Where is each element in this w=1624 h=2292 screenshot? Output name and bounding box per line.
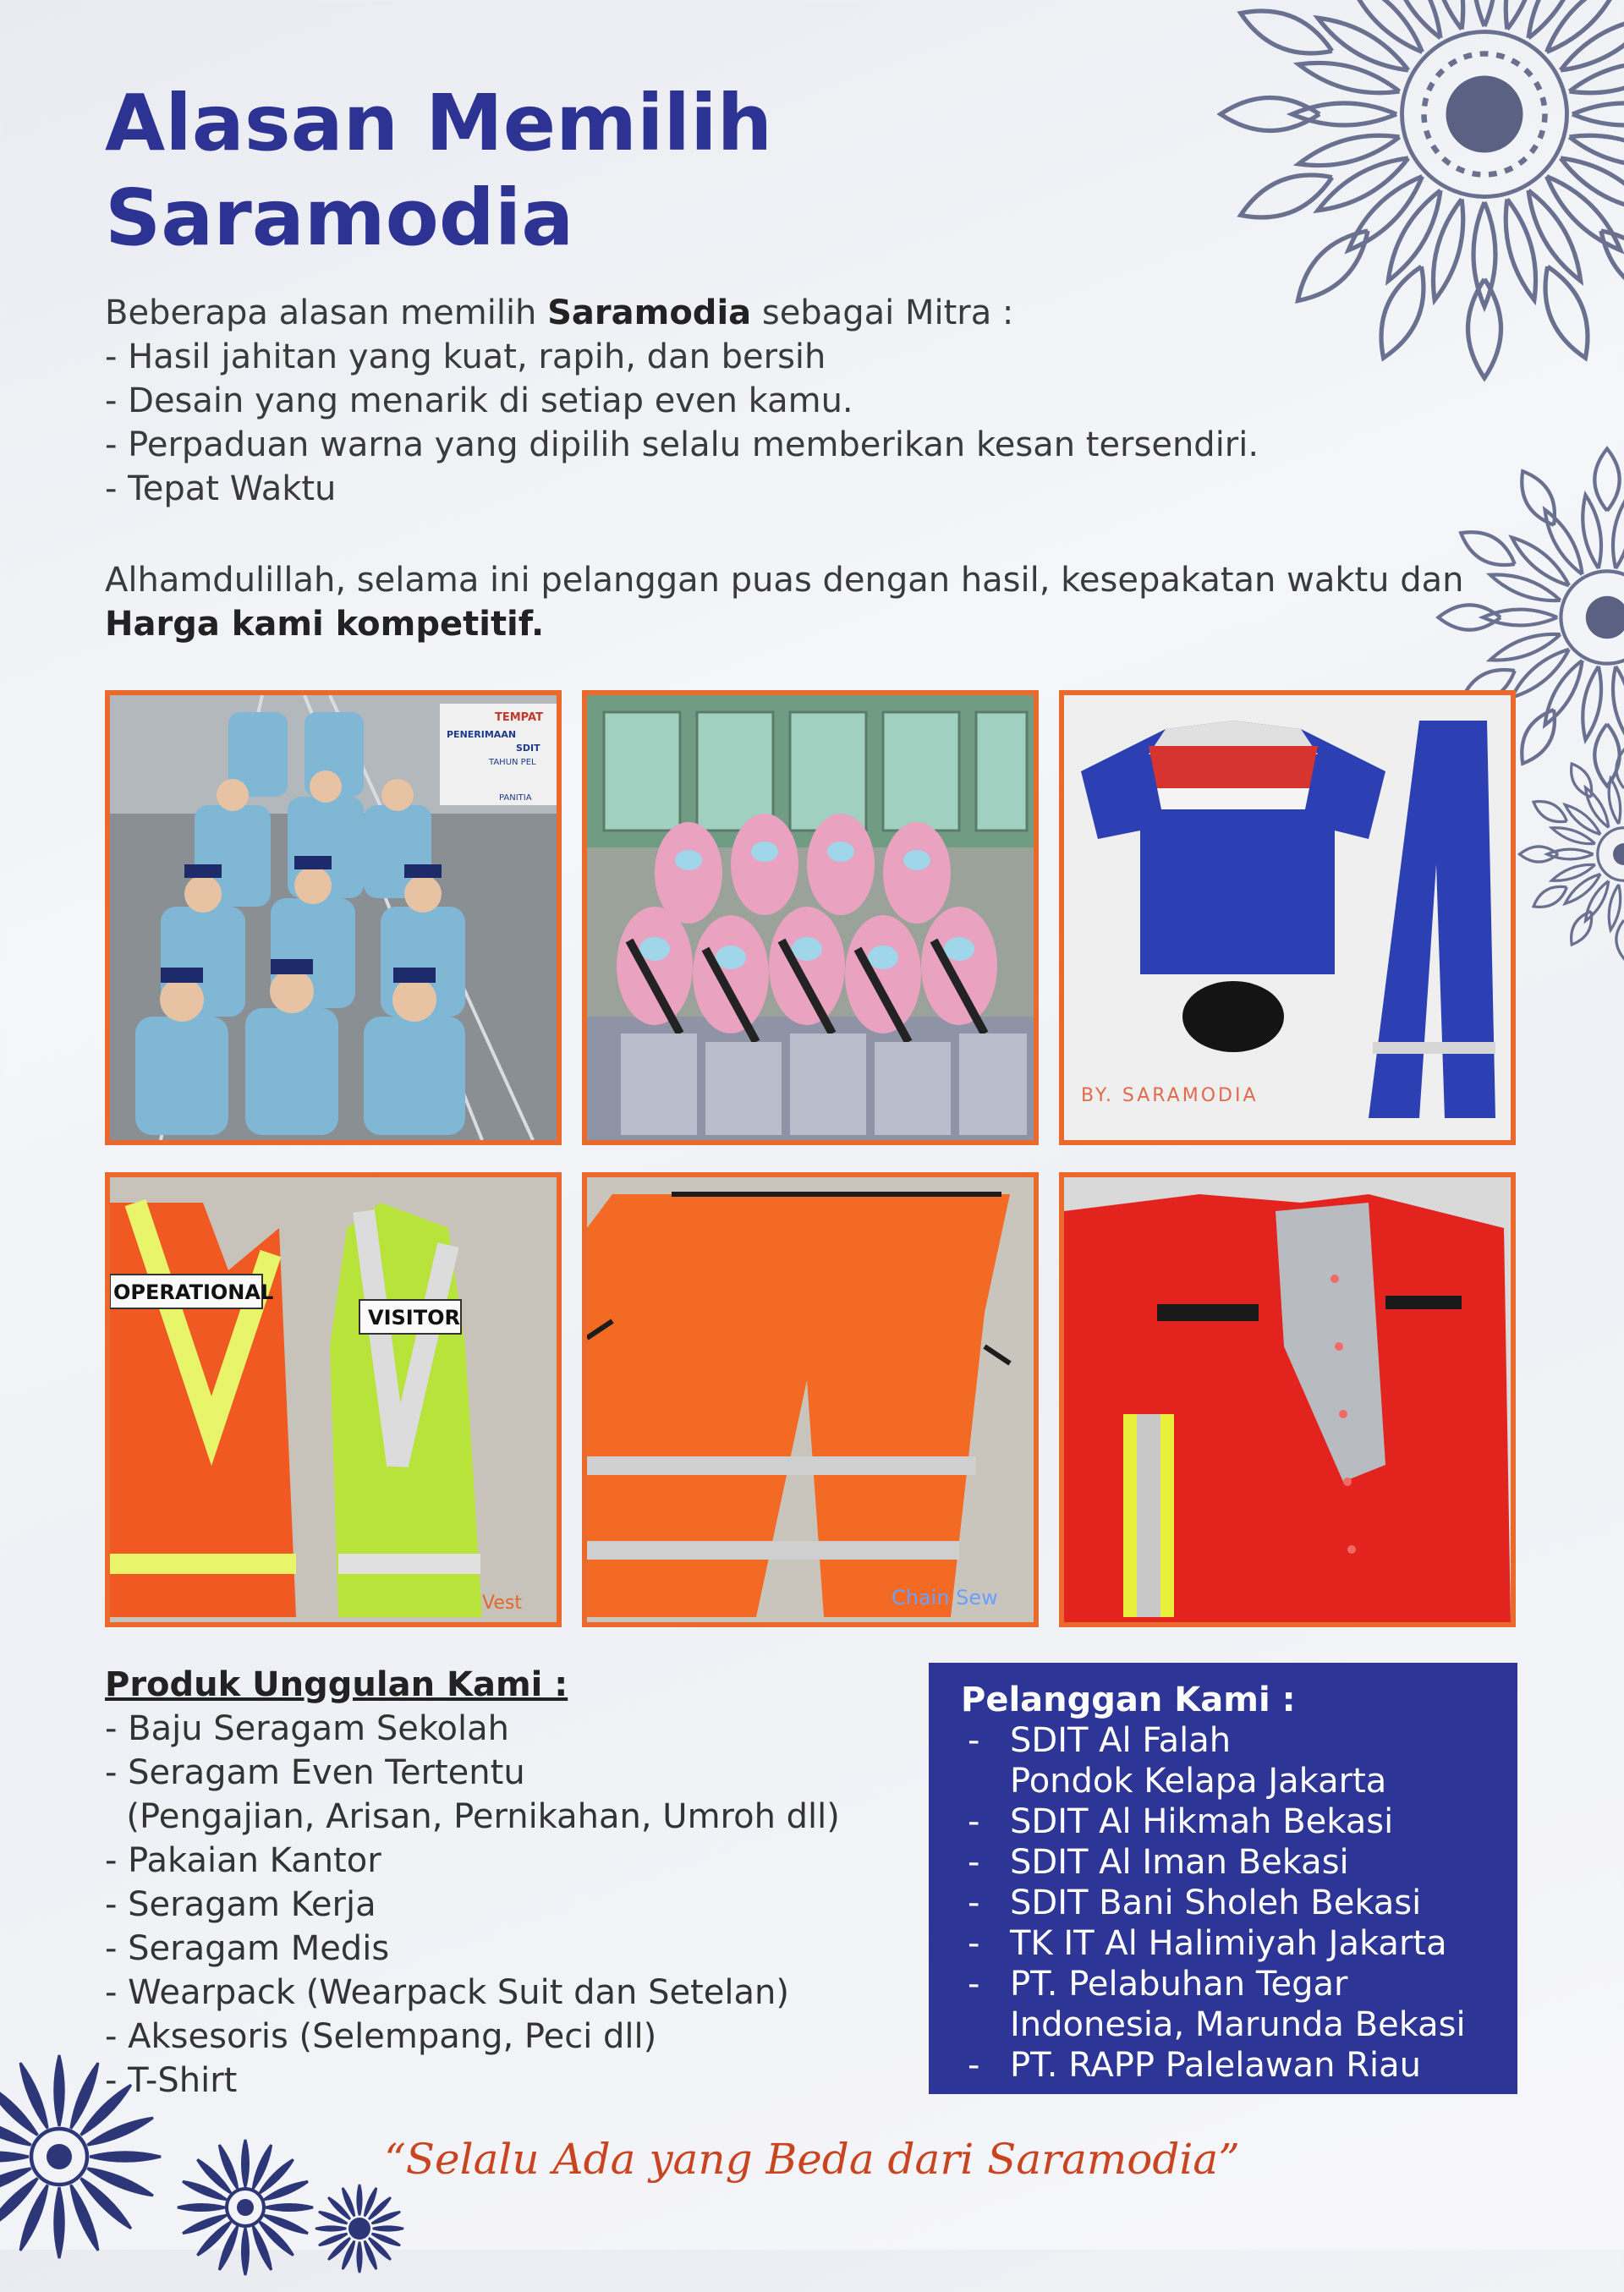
customer-item: - SDIT Al Falah Pondok Kelapa Jakarta — [968, 1721, 1387, 1801]
reason-item: - Desain yang menarik di setiap even kamu. — [105, 381, 853, 420]
product-item: - Pakaian Kantor — [105, 1841, 381, 1880]
customer-item: - PT. Pelabuhan Tegar Indonesia, Marunda Bekasi — [968, 1965, 1466, 2044]
photo-sign-text: PANITIA — [499, 793, 532, 803]
product-item: - Baju Seragam Sekolah — [105, 1709, 510, 1748]
products-heading: Produk Unggulan Kami : — [105, 1665, 568, 1704]
customer-item: - PT. RAPP Palelawan Riau — [968, 2046, 1421, 2085]
product-item: (Pengajian, Arisan, Pernikahan, Umroh dll) — [105, 1797, 840, 1836]
customers-heading: Pelanggan Kami : — [961, 1681, 1296, 1719]
photo-event-uniform-girls — [582, 690, 1039, 1145]
photo-chain-sew — [582, 1172, 1039, 1627]
product-item: - Seragam Kerja — [105, 1885, 376, 1924]
photo-sign-text: SDIT — [516, 743, 540, 754]
page-title-line-2: Saramodia — [105, 173, 574, 263]
mandala-ornament-bottom-left-3 — [304, 2174, 414, 2284]
mandala-ornament-right-lower — [1514, 744, 1624, 964]
product-item: - Wearpack (Wearpack Suit dan Setelan) — [105, 1973, 789, 2012]
photo-safety-vests — [105, 1172, 562, 1627]
photo-sign-text: TEMPAT — [495, 711, 543, 724]
product-item: - Seragam Even Tertentu — [105, 1753, 525, 1792]
photo-caption-vest: Vest — [482, 1593, 522, 1614]
reason-item: - Hasil jahitan yang kuat, rapih, dan bersih — [105, 337, 826, 376]
product-item: - T-Shirt — [105, 2061, 238, 2100]
vest-label-operational: OPERATIONAL — [113, 1280, 274, 1304]
product-item: - Seragam Medis — [105, 1929, 390, 1968]
photo-caption-saramodia: BY. SARAMODIA — [1081, 1085, 1259, 1106]
reason-item: - Tepat Waktu — [105, 469, 337, 508]
photo-sign-text: PENERIMAAN — [447, 729, 517, 740]
tagline: “Selalu Ada yang Beda dari Saramodia” — [384, 2135, 1240, 2184]
photo-caption-chain-sew: Chain Sew — [892, 1586, 998, 1609]
customers-panel — [929, 1663, 1517, 2094]
reasons-intro: Beberapa alasan memilih Saramodia sebagai Mitra : — [105, 293, 1014, 332]
brand-name: Saramodia — [547, 293, 752, 332]
photo-school-uniform-boys — [105, 690, 562, 1145]
closing-bold: Harga kami kompetitif. — [105, 605, 545, 644]
photo-sign-text: TAHUN PEL — [489, 758, 536, 767]
customer-item: - SDIT Al Hikmah Bekasi — [968, 1802, 1394, 1841]
page-title — [105, 76, 772, 266]
photo-work-uniform-blue — [1059, 690, 1516, 1145]
products-section — [105, 1663, 917, 2103]
reason-item: - Perpaduan warna yang dipilih selalu memberikan kesan tersendiri. — [105, 425, 1259, 464]
customer-item: - SDIT Bani Sholeh Bekasi — [968, 1883, 1422, 1922]
reasons-section — [105, 291, 1458, 511]
closing-statement: Alhamdulillah, selama ini pelanggan puas dengan hasil, kesepakatan waktu dan Harga kami kompetitif. — [105, 561, 1464, 644]
customer-item: - SDIT Al Iman Bekasi — [968, 1843, 1349, 1882]
vest-label-visitor: VISITOR — [368, 1306, 460, 1330]
product-item: - Aksesoris (Selempang, Peci dll) — [105, 2017, 657, 2056]
page-title-line-1: Alasan Memilih — [105, 78, 773, 168]
photo-red-work-shirt — [1059, 1172, 1516, 1627]
customer-item: - TK IT Al Halimiyah Jakarta — [968, 1924, 1447, 1963]
